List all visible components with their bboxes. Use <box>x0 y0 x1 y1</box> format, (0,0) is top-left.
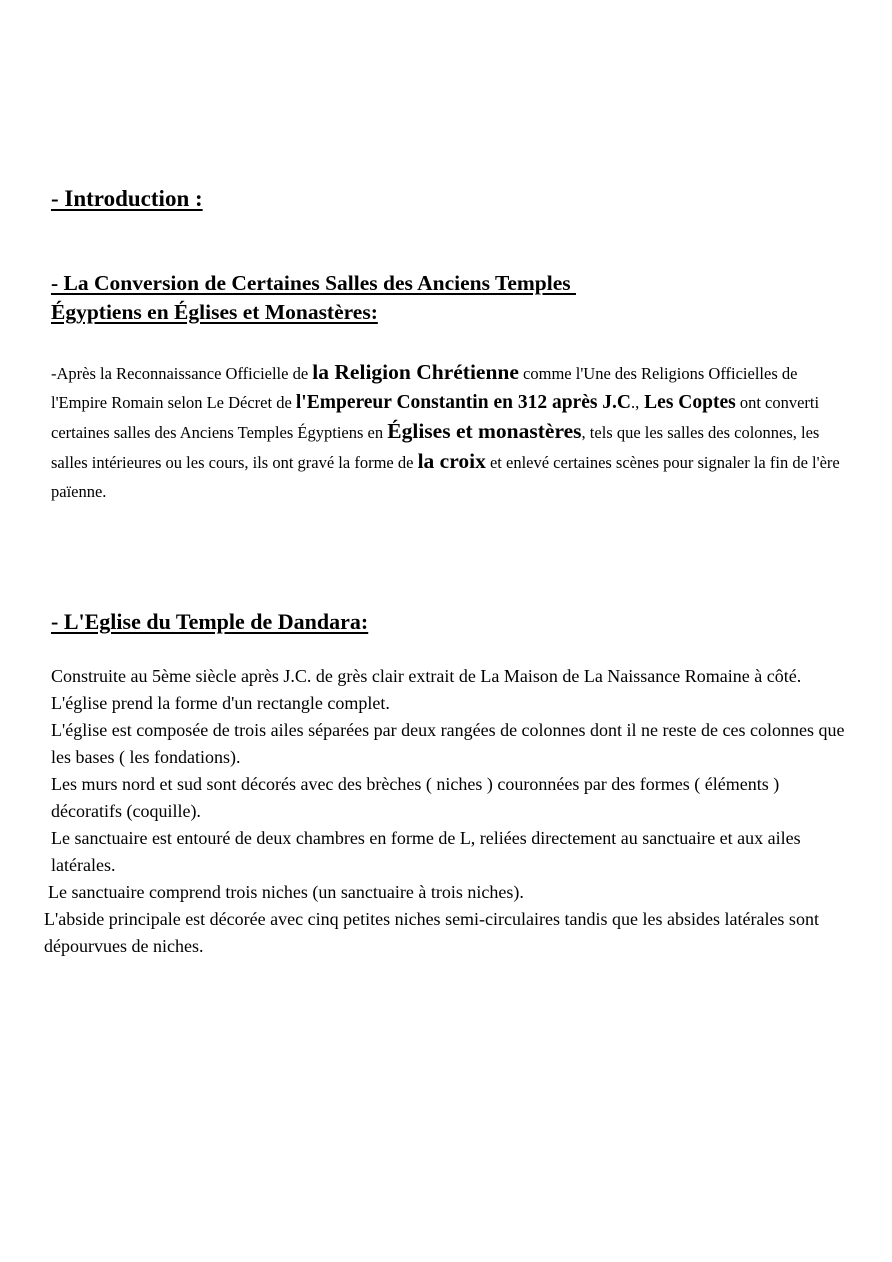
description-line-text: L'église prend la forme d'un rectangle complet. <box>51 693 390 713</box>
description-line <box>0 879 892 906</box>
run-7: ont converti certaines salles des Anciens Temples Égyptiens en <box>51 393 820 442</box>
heading-introduction <box>51 185 203 213</box>
run-5: ., <box>631 393 640 412</box>
run-2-bold: la Religion Chrétienne <box>312 360 519 384</box>
run-9: , tels que les salles des colonnes, les salles intérieures ou les cours, ils ont gravé la forme de <box>51 423 820 472</box>
run-11: et enlevé certaines scènes pour signaler la fin de l'ère païenne. <box>51 453 840 501</box>
run-3: comme l'Une des Religions Officielles de l'Empire Romain selon Le Décret de <box>51 364 798 412</box>
description-line <box>0 825 892 879</box>
dandara-description-block <box>0 663 892 960</box>
description-line <box>0 717 892 771</box>
heading-conversion-line-1 <box>51 269 831 298</box>
heading-introduction-text: - Introduction : <box>51 186 203 211</box>
heading-dandara <box>51 609 368 636</box>
paragraph-conversion <box>51 358 841 506</box>
heading-conversion-line-2 <box>51 298 831 327</box>
description-line <box>0 906 892 960</box>
description-line-text: L'église est composée de trois ailes séparées par deux rangées de colonnes dont il ne reste de ces colonnes que les bases ( les fondations). <box>51 720 845 767</box>
heading-conversion <box>51 269 831 326</box>
description-line <box>0 690 892 717</box>
heading-conversion-line-2-text: Égyptiens en Églises et Monastères: <box>51 299 378 324</box>
description-line <box>0 771 892 825</box>
description-line-text: Construite au 5ème siècle après J.C. de grès clair extrait de La Maison de La Naissance Romaine à côté. <box>51 666 802 686</box>
description-line-text: Les murs nord et sud sont décorés avec des brèches ( niches ) couronnées par des formes ( éléments ) décoratifs (coquille). <box>51 774 780 821</box>
description-line-text: L'abside principale est décorée avec cinq petites niches semi-circulaires tandis que les absides latérales sont dépourvues de niches. <box>44 909 819 956</box>
run-10-bold: la croix <box>417 449 486 473</box>
description-line-text: Le sanctuaire comprend trois niches (un sanctuaire à trois niches). <box>48 882 524 902</box>
heading-conversion-line-1-text: - La Conversion de Certaines Salles des Anciens Temples <box>51 271 576 295</box>
description-line <box>0 663 892 690</box>
run-1: -Après la Reconnaissance Officielle de <box>51 364 313 383</box>
heading-dandara-text: - L'Eglise du Temple de Dandara: <box>51 609 369 634</box>
run-8-bold: Églises et monastères <box>387 419 582 443</box>
run-4-bold: l'Empereur Constantin en 312 après J.C <box>295 392 632 413</box>
run-6-bold: Les Coptes <box>639 392 736 413</box>
description-line-text: Le sanctuaire est entouré de deux chambres en forme de L, reliées directement au sanctuaire et aux ailes latérales. <box>51 828 801 875</box>
